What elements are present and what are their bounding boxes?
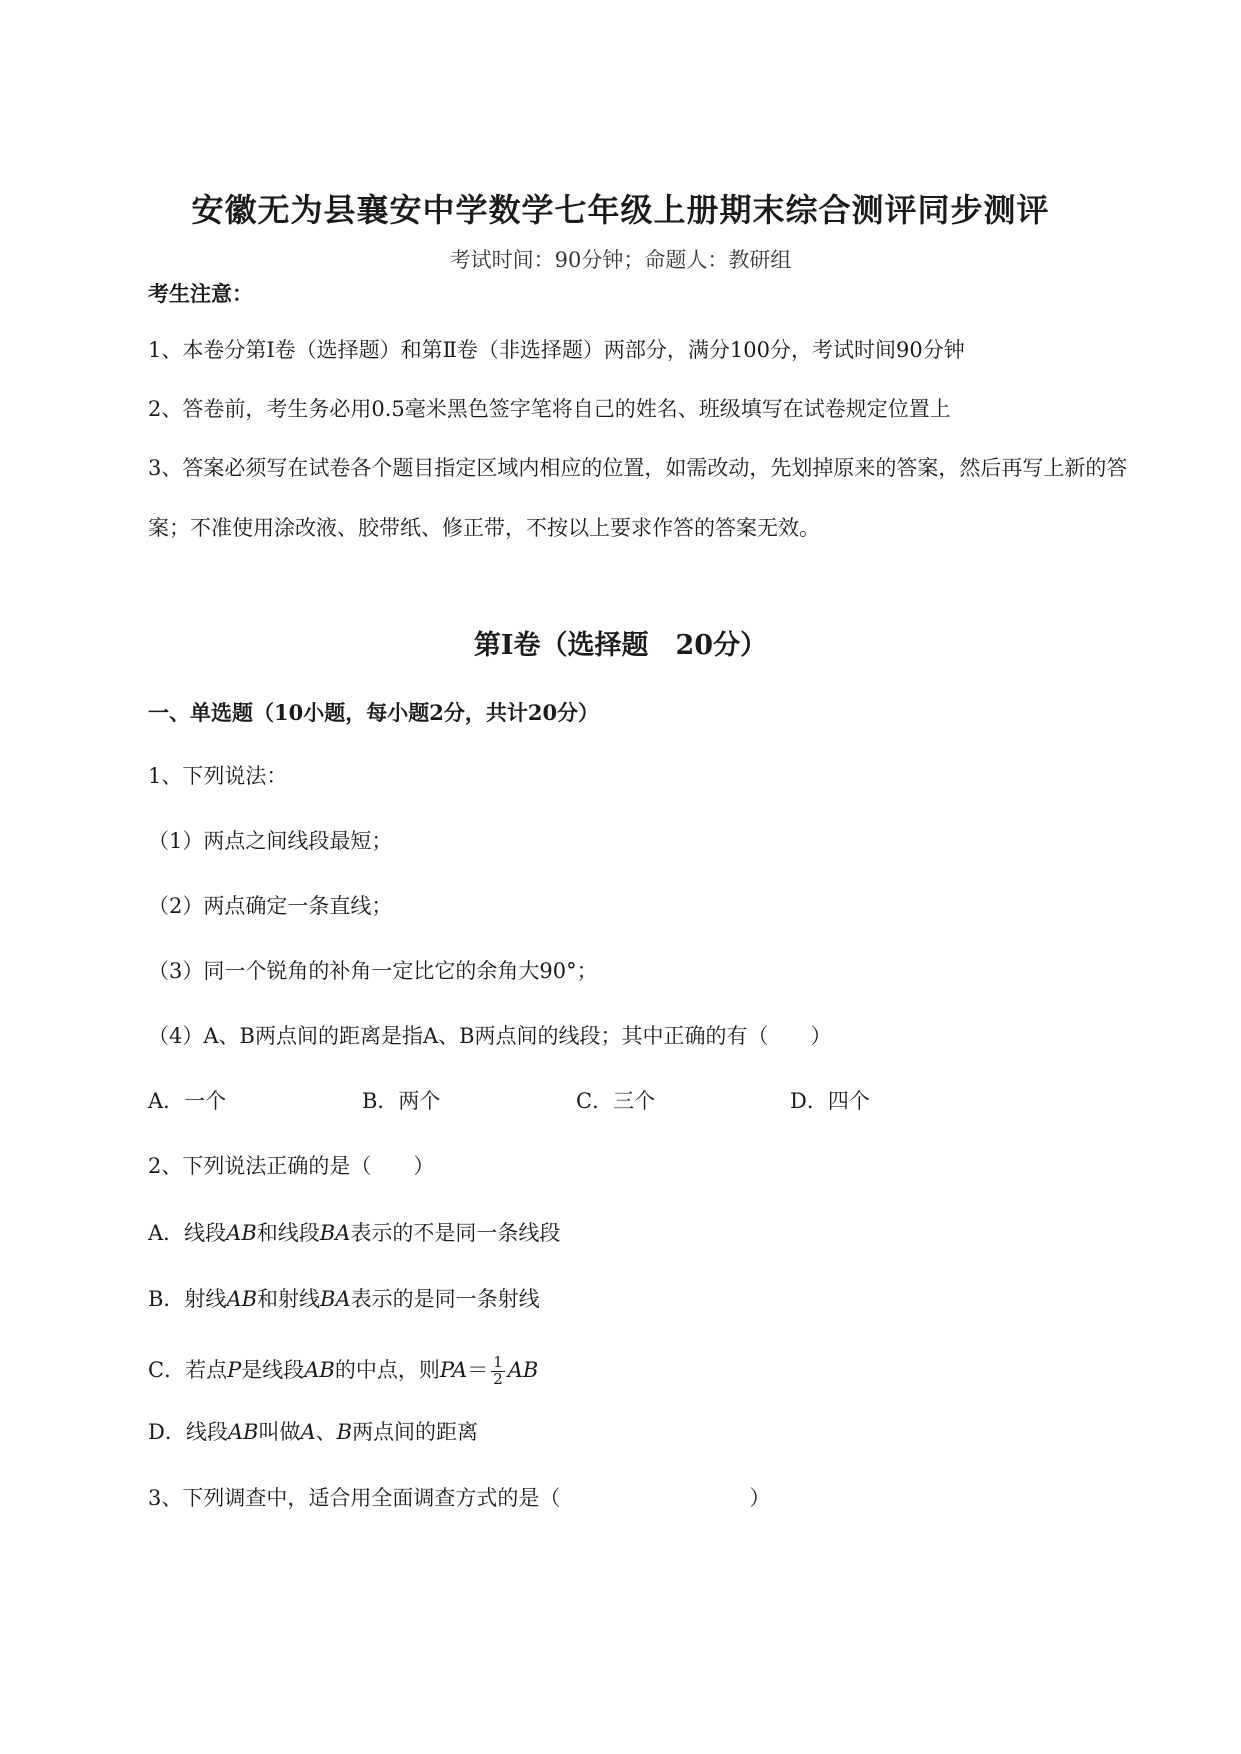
q2-c-var4: AB	[507, 1358, 539, 1382]
q2-option-b[interactable]	[148, 1289, 540, 1310]
q2-b-text2: 和射线	[257, 1287, 321, 1311]
q2-a-text2: 和线段	[256, 1221, 320, 1245]
notice-heading: 考生注意：	[148, 281, 253, 306]
q2-c-var3: PA	[439, 1358, 468, 1382]
q2-c-equals: ＝	[467, 1358, 489, 1382]
q2-option-a[interactable]	[148, 1223, 560, 1244]
page-title: 安徽无为县襄安中学数学七年级上册期末综合测评同步测评	[191, 191, 1050, 229]
q2-b-var1: AB	[226, 1287, 258, 1311]
q2-a-text3: 表示的不是同一条线段	[350, 1221, 561, 1245]
q2-c-fraction	[491, 1355, 505, 1388]
fraction-numerator: 1	[493, 1353, 503, 1372]
q2-d-text2: 叫做	[258, 1420, 301, 1444]
notice-item-3: 3、答案必须写在试卷各个题目指定区域内相应的位置，如需改动，先划掉原来的答案，然后再写上新的答案；不准使用涂改液、胶带纸、修正带，不按以上要求作答的答案无效。	[148, 456, 1128, 540]
q1-option-c[interactable]: C．三个	[576, 1089, 656, 1113]
q1-statement-2: （2）两点确定一条直线；	[148, 894, 393, 918]
q2-stem: 2、下列说法正确的是（ ）	[148, 1154, 435, 1178]
q2-option-c[interactable]	[148, 1350, 538, 1390]
q2-d-var2: A	[300, 1420, 316, 1444]
q3-stem: 3、下列调查中，适合用全面调查方式的是（ ）	[148, 1486, 771, 1510]
q2-c-var2: AB	[304, 1358, 335, 1382]
q2-d-var1: AB	[227, 1420, 259, 1444]
q2-option-d[interactable]	[148, 1422, 478, 1443]
notice-item-1: 1、本卷分第I卷（选择题）和第Ⅱ卷（非选择题）两部分，满分100分，考试时间90分钟	[148, 338, 965, 362]
q2-c-text: C．若点	[148, 1358, 228, 1382]
q2-d-sep: 、	[315, 1420, 337, 1444]
q2-a-text: A．线段	[148, 1221, 227, 1245]
q2-c-text2: 是线段	[241, 1358, 305, 1382]
notice-item-2: 2、答卷前，考生务必用0.5毫米黑色签字笔将自己的姓名、班级填写在试卷规定位置上	[148, 397, 951, 421]
q2-a-var2: BA	[319, 1221, 351, 1245]
q1-statement-1: （1）两点之间线段最短；	[148, 829, 393, 853]
q2-b-text3: 表示的是同一条射线	[350, 1287, 540, 1311]
q1-option-b[interactable]: B．两个	[362, 1089, 441, 1113]
q1-statement-3: （3）同一个锐角的补角一定比它的余角大90°；	[148, 959, 598, 983]
q2-b-var2: BA	[320, 1287, 351, 1311]
q2-c-var1: P	[227, 1358, 242, 1382]
q1-statement-4: （4）A、B两点间的距离是指A、B两点间的线段；其中正确的有（ ）	[148, 1024, 832, 1048]
section-heading: 一、单选题（10小题，每小题2分，共计20分）	[148, 700, 600, 725]
q1-option-d[interactable]: D．四个	[790, 1089, 870, 1113]
q1-option-a[interactable]: A．一个	[148, 1089, 227, 1113]
fraction-denominator: 2	[493, 1370, 503, 1388]
q2-c-text3: 的中点，则	[334, 1358, 440, 1382]
q1-options	[148, 1091, 1148, 1121]
exam-info: 考试时间：90分钟；命题人：教研组	[449, 248, 792, 272]
part1-title: 第I卷（选择题 20分）	[473, 630, 768, 661]
q1-stem: 1、下列说法：	[148, 764, 288, 788]
q2-a-var1: AB	[226, 1221, 257, 1245]
q2-d-var3: B	[336, 1420, 353, 1444]
q2-d-text3: 两点间的距离	[352, 1420, 479, 1444]
q2-d-text: D．线段	[148, 1420, 228, 1444]
q2-b-text: B．射线	[148, 1287, 227, 1311]
